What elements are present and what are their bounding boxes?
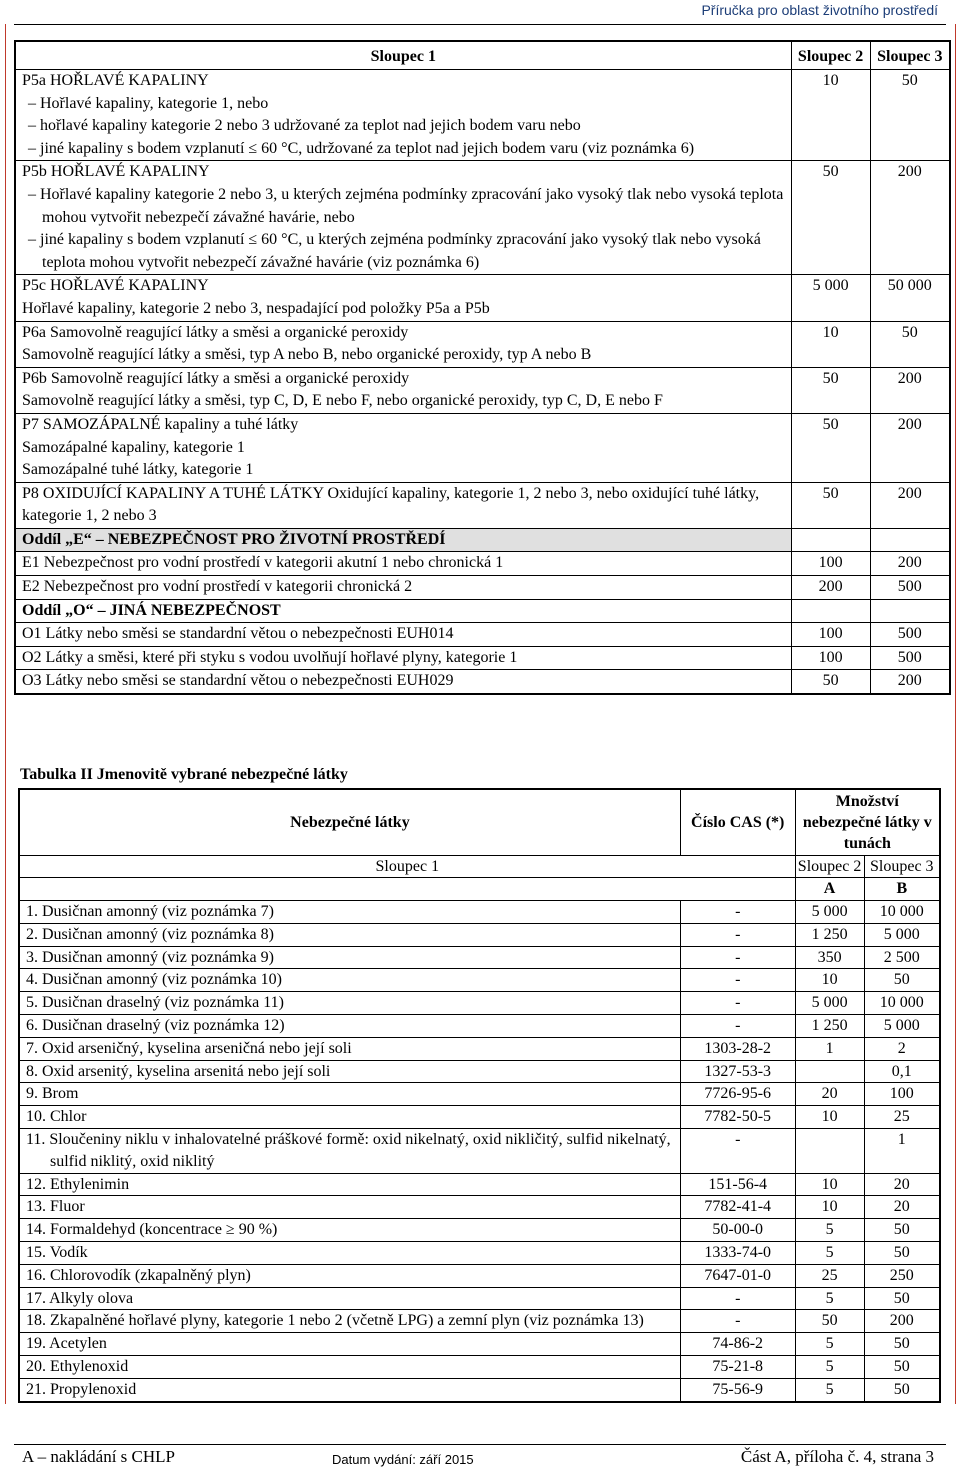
substance-qty-a: 5 bbox=[795, 1242, 864, 1265]
substance-cas: 7782-41-4 bbox=[680, 1196, 795, 1219]
substance-cas: 1327-53-3 bbox=[680, 1060, 795, 1083]
table1-row-col2: 50 bbox=[791, 413, 870, 482]
substance-qty-a: 5 bbox=[795, 1356, 864, 1379]
substance-line bbox=[24, 992, 676, 1014]
substance-name-cell bbox=[19, 1129, 680, 1174]
substance-row bbox=[19, 1037, 940, 1060]
substance-qty-a: 50 bbox=[795, 1310, 864, 1333]
substance-number: 19. bbox=[26, 1335, 46, 1353]
substance-qty-b: 5 000 bbox=[864, 923, 940, 946]
table1-row-col3: 200 bbox=[870, 413, 950, 482]
substance-qty-a: 10 bbox=[795, 1106, 864, 1129]
substance-qty-b: 2 bbox=[864, 1037, 940, 1060]
substance-qty-a: 1 250 bbox=[795, 1015, 864, 1038]
table1-row-col3: 50 bbox=[870, 70, 950, 161]
section-e-row-col3: 200 bbox=[870, 552, 950, 576]
substance-cas: 151-56-4 bbox=[680, 1173, 795, 1196]
substance-name-cell bbox=[19, 992, 680, 1015]
table1-row-col2: 10 bbox=[791, 321, 870, 367]
table1-row-label bbox=[15, 482, 791, 528]
substance-line bbox=[24, 1038, 676, 1060]
substance-name-cell bbox=[19, 1037, 680, 1060]
section-o-row bbox=[15, 623, 950, 647]
section-o-row-col2: 100 bbox=[791, 623, 870, 647]
table1-row-col3: 200 bbox=[870, 482, 950, 528]
table1-row bbox=[15, 321, 950, 367]
substance-row bbox=[19, 1333, 940, 1356]
substance-qty-b: 2 500 bbox=[864, 946, 940, 969]
table1-header-row bbox=[15, 41, 950, 70]
substance-number: 6. bbox=[26, 1017, 38, 1035]
substance-row bbox=[19, 1106, 940, 1129]
table1-header-col1: Sloupec 1 bbox=[15, 41, 791, 70]
table2-column-row bbox=[19, 855, 940, 878]
substance-row bbox=[19, 1356, 940, 1379]
substance-name: Dusičnan amonný (viz poznámka 8) bbox=[42, 925, 274, 943]
footer-left: A – nakládání s CHLP bbox=[22, 1447, 175, 1466]
substance-line bbox=[24, 1356, 676, 1378]
section-e-row bbox=[15, 552, 950, 576]
table1-row-col3: 200 bbox=[870, 161, 950, 275]
substance-name: Oxid arseničný, kyselina arseničná nebo její soli bbox=[42, 1039, 352, 1057]
substance-cas: - bbox=[680, 969, 795, 992]
table1-row bbox=[15, 413, 950, 482]
substance-cas: 7647-01-0 bbox=[680, 1264, 795, 1287]
substance-row bbox=[19, 1173, 940, 1196]
table1-row-title: P5c HOŘLAVÉ KAPALINY bbox=[22, 277, 209, 295]
substance-line bbox=[24, 1083, 676, 1105]
table1-row-col3: 200 bbox=[870, 367, 950, 413]
table1-row-title: P7 SAMOZÁPALNÉ kapaliny a tuhé látky bbox=[22, 415, 299, 433]
table1-row-item: – hořlavé kapaliny kategorie 2 nebo 3 udržované za teplot nad jejich bodem varu nebo bbox=[22, 115, 785, 138]
substance-qty-a bbox=[795, 1060, 864, 1083]
substance-qty-a: 5 bbox=[795, 1333, 864, 1356]
substance-cas: 7782-50-5 bbox=[680, 1106, 795, 1129]
table2-caption: Tabulka II Jmenovitě vybrané nebezpečné látky bbox=[20, 766, 348, 783]
substance-name-cell bbox=[19, 1333, 680, 1356]
substance-cas: 1303-28-2 bbox=[680, 1037, 795, 1060]
substance-name-cell bbox=[19, 969, 680, 992]
footer-page: Část A, příloha č. 4, strana 3 bbox=[740, 1447, 934, 1466]
substance-cas: 75-56-9 bbox=[680, 1378, 795, 1401]
table1-row-item: – jiné kapaliny s bodem vzplanutí ≤ 60 °C, u kterých zejména podmínky zpracování jako vysoký tlak nebo vysoká teplota mohou vytvořit nebezpečí závažné havárie (viz poznámka 6) bbox=[22, 229, 785, 274]
footer-rule bbox=[14, 1444, 946, 1445]
table1-row-line: Samozápalné kapaliny, kategorie 1 bbox=[22, 438, 245, 456]
table1-row-col2: 50 bbox=[791, 161, 870, 275]
substance-name: Vodík bbox=[49, 1244, 88, 1262]
substance-name: Chlorovodík (zkapalněný plyn) bbox=[50, 1266, 251, 1284]
substance-qty-b: 20 bbox=[864, 1196, 940, 1219]
section-o-row-col2: 50 bbox=[791, 670, 870, 694]
substance-qty-b: 10 000 bbox=[864, 901, 940, 924]
substance-name: Dusičnan amonný (viz poznámka 10) bbox=[42, 971, 282, 989]
substance-name: Formaldehyd (koncentrace ≥ 90 %) bbox=[50, 1221, 278, 1239]
substance-number: 15. bbox=[26, 1244, 46, 1262]
substance-name-cell bbox=[19, 1242, 680, 1265]
section-o-row-col3: 500 bbox=[870, 623, 950, 647]
substance-number: 8. bbox=[26, 1062, 38, 1080]
substance-number: 16. bbox=[26, 1266, 46, 1284]
substance-name-cell bbox=[19, 1264, 680, 1287]
substance-name-cell bbox=[19, 1378, 680, 1401]
section-o-row-col2: 100 bbox=[791, 646, 870, 670]
substance-cas: 75-21-8 bbox=[680, 1356, 795, 1379]
substance-number: 20. bbox=[26, 1358, 46, 1376]
substance-qty-a: 10 bbox=[795, 969, 864, 992]
substance-number: 1. bbox=[26, 903, 38, 921]
table1-row bbox=[15, 70, 950, 161]
table2-a-label: A bbox=[795, 878, 864, 901]
substance-qty-b: 250 bbox=[864, 1264, 940, 1287]
table2-ab-row bbox=[19, 878, 940, 901]
substance-row bbox=[19, 946, 940, 969]
substance-qty-a: 1 bbox=[795, 1037, 864, 1060]
table1-row-col2: 50 bbox=[791, 482, 870, 528]
substance-cas: - bbox=[680, 1129, 795, 1174]
table1-row-item: – Hořlavé kapaliny, kategorie 1, nebo bbox=[22, 93, 785, 116]
substance-row bbox=[19, 1219, 940, 1242]
substance-qty-b: 25 bbox=[864, 1106, 940, 1129]
section-o-heading-label: Oddíl „O“ – JINÁ NEBEZPEČNOST bbox=[15, 599, 791, 623]
table1-row bbox=[15, 367, 950, 413]
substance-name: Propylenoxid bbox=[50, 1380, 137, 1398]
substance-name: Dusičnan draselný (viz poznámka 12) bbox=[42, 1017, 285, 1035]
header-rule bbox=[14, 24, 946, 25]
table1-row-title: P5a HOŘLAVÉ KAPALINY bbox=[22, 72, 209, 89]
table1-row-label bbox=[15, 321, 791, 367]
table2-header-row bbox=[19, 789, 940, 855]
substance-name: Zkapalněné hořlavé plyny, kategorie 1 nebo 2 (včetně LPG) a zemní plyn (viz poznámka 13) bbox=[50, 1312, 644, 1330]
table2-header-cas: Číslo CAS (*) bbox=[680, 789, 795, 855]
table1-row-label bbox=[15, 367, 791, 413]
substance-line bbox=[24, 924, 676, 946]
substance-qty-b: 1 bbox=[864, 1129, 940, 1174]
substance-qty-b: 50 bbox=[864, 1356, 940, 1379]
substance-number: 5. bbox=[26, 994, 38, 1012]
table2-col2-label: Sloupec 2 bbox=[795, 855, 864, 878]
table1-row-col2: 5 000 bbox=[791, 275, 870, 321]
substance-qty-b: 50 bbox=[864, 1287, 940, 1310]
substance-number: 13. bbox=[26, 1198, 46, 1216]
substance-line bbox=[24, 1106, 676, 1128]
left-margin-rule bbox=[5, 24, 6, 1404]
substance-row bbox=[19, 1287, 940, 1310]
substance-name: Alkyly olova bbox=[49, 1289, 134, 1307]
substance-name-cell bbox=[19, 1310, 680, 1333]
substance-name-cell bbox=[19, 901, 680, 924]
table2-ab-empty bbox=[19, 878, 795, 901]
substance-qty-b: 50 bbox=[864, 969, 940, 992]
substance-name-cell bbox=[19, 1060, 680, 1083]
substance-row bbox=[19, 1060, 940, 1083]
substance-row bbox=[19, 1129, 940, 1174]
substance-name-cell bbox=[19, 1356, 680, 1379]
table2-header-quantity: Množství nebezpečné látky v tunách bbox=[795, 789, 940, 855]
table1-header-col2: Sloupec 2 bbox=[791, 41, 870, 70]
substance-number: 4. bbox=[26, 971, 38, 989]
section-o-row-label: O1 Látky nebo směsi se standardní větou o nebezpečnosti EUH014 bbox=[15, 623, 791, 647]
substance-row bbox=[19, 1196, 940, 1219]
substance-cas: - bbox=[680, 923, 795, 946]
section-o-row bbox=[15, 646, 950, 670]
substance-name: Fluor bbox=[50, 1198, 85, 1216]
substance-qty-a bbox=[795, 1129, 864, 1174]
substance-cas: 1333-74-0 bbox=[680, 1242, 795, 1265]
substance-name-cell bbox=[19, 1196, 680, 1219]
substance-number: 7. bbox=[26, 1039, 38, 1057]
table2-col1-label: Sloupec 1 bbox=[19, 855, 795, 878]
substance-cas: - bbox=[680, 1287, 795, 1310]
substance-cas: - bbox=[680, 901, 795, 924]
substance-row bbox=[19, 923, 940, 946]
substance-name: Ethylenoxid bbox=[50, 1358, 129, 1376]
section-o-row-label: O3 Látky nebo směsi se standardní větou o nebezpečnosti EUH029 bbox=[22, 672, 454, 690]
substance-qty-a: 20 bbox=[795, 1083, 864, 1106]
substance-name-cell bbox=[19, 1083, 680, 1106]
section-o-heading-col2 bbox=[791, 599, 870, 623]
table2-col3-label: Sloupec 3 bbox=[864, 855, 940, 878]
substance-qty-b: 10 000 bbox=[864, 992, 940, 1015]
substance-qty-a: 5 bbox=[795, 1287, 864, 1310]
section-o-heading-col3 bbox=[870, 599, 950, 623]
substance-line bbox=[24, 1379, 676, 1401]
substance-line bbox=[24, 1242, 676, 1264]
substance-name-cell bbox=[19, 1106, 680, 1129]
substance-name: Ethylenimin bbox=[50, 1175, 130, 1193]
substance-row bbox=[19, 1310, 940, 1333]
substance-row bbox=[19, 1083, 940, 1106]
substance-qty-a: 5 000 bbox=[795, 992, 864, 1015]
table1-row-col2: 50 bbox=[791, 367, 870, 413]
substance-line bbox=[24, 1061, 676, 1083]
table1-row bbox=[15, 161, 950, 275]
substance-line bbox=[24, 1015, 676, 1037]
substance-number: 2. bbox=[26, 925, 38, 943]
substance-number: 11. bbox=[26, 1131, 46, 1149]
substance-row bbox=[19, 992, 940, 1015]
substance-qty-b: 200 bbox=[864, 1310, 940, 1333]
table1-row bbox=[15, 482, 950, 528]
substance-cas: 50-00-0 bbox=[680, 1219, 795, 1242]
substance-line bbox=[24, 1288, 676, 1310]
substance-number: 3. bbox=[26, 948, 38, 966]
table1-row-title: P8 OXIDUJÍCÍ KAPALINY A TUHÉ LÁTKY Oxidující kapaliny, kategorie 1, 2 nebo 3, nebo oxidující tuhé látky, kategorie 1, 2 nebo 3 bbox=[22, 484, 760, 525]
table1-row-line: Samovolně reagující látky a směsi, typ A nebo B, nebo organické peroxidy, typ A nebo B bbox=[22, 346, 592, 364]
substance-name: Brom bbox=[42, 1085, 79, 1103]
substance-name: Chlor bbox=[50, 1108, 87, 1126]
section-e-row-col2: 200 bbox=[791, 576, 870, 600]
hazard-category-table bbox=[14, 40, 951, 695]
table1-row-col2: 10 bbox=[791, 70, 870, 161]
substance-qty-a: 350 bbox=[795, 946, 864, 969]
table1-row-item: – Hořlavé kapaliny kategorie 2 nebo 3, u kterých zejména podmínky zpracování jako vysoký tlak nebo vysoká teplota mohou vytvořit nebezpečí závažné havárie, nebo bbox=[22, 184, 785, 229]
substance-number: 18. bbox=[26, 1312, 46, 1330]
substance-line bbox=[24, 969, 676, 991]
substance-name-cell bbox=[19, 946, 680, 969]
substance-name: Dusičnan draselný (viz poznámka 11) bbox=[42, 994, 284, 1012]
substance-line bbox=[24, 1265, 676, 1287]
substance-cas: 74-86-2 bbox=[680, 1333, 795, 1356]
section-o-row-col3: 500 bbox=[870, 646, 950, 670]
substance-line bbox=[24, 1310, 676, 1332]
table1-row-title: P6a Samovolně reagující látky a směsi a organické peroxidy bbox=[22, 323, 409, 341]
substance-cas: 7726-95-6 bbox=[680, 1083, 795, 1106]
table1-row-col3: 50 bbox=[870, 321, 950, 367]
substance-line bbox=[24, 1333, 676, 1355]
substance-qty-b: 50 bbox=[864, 1378, 940, 1401]
substance-row bbox=[19, 969, 940, 992]
substance-line bbox=[24, 901, 676, 923]
section-o-heading bbox=[15, 599, 950, 623]
table1-row-title: P6b Samovolně reagující látky a směsi a organické peroxidy bbox=[22, 369, 410, 387]
footer-date: Datum vydání: září 2015 bbox=[332, 1452, 474, 1467]
section-e-row-label: E2 Nebezpečnost pro vodní prostředí v kategorii chronická 2 bbox=[15, 576, 791, 600]
substance-cas: - bbox=[680, 946, 795, 969]
table1-row-line: Samozápalné tuhé látky, kategorie 1 bbox=[22, 461, 254, 479]
substance-cas: - bbox=[680, 1310, 795, 1333]
substance-qty-b: 20 bbox=[864, 1173, 940, 1196]
substance-name: Dusičnan amonný (viz poznámka 7) bbox=[42, 903, 274, 921]
table1-row-line: Hořlavé kapaliny, kategorie 2 nebo 3, nespadající pod položky P5a a P5b bbox=[22, 299, 490, 317]
substance-line bbox=[24, 1174, 676, 1196]
table1-row-col3: 50 000 bbox=[870, 275, 950, 321]
table1-row-label bbox=[15, 413, 791, 482]
substance-qty-b: 0,1 bbox=[864, 1060, 940, 1083]
substance-qty-b: 5 000 bbox=[864, 1015, 940, 1038]
named-substances-table bbox=[18, 788, 941, 1403]
substance-name-cell bbox=[19, 1015, 680, 1038]
substance-number: 21. bbox=[26, 1380, 46, 1398]
substance-qty-a: 25 bbox=[795, 1264, 864, 1287]
substance-row bbox=[19, 901, 940, 924]
section-e-row-label: E1 Nebezpečnost pro vodní prostředí v kategorii akutní 1 nebo chronická 1 bbox=[15, 552, 791, 576]
substance-name: Dusičnan amonný (viz poznámka 9) bbox=[42, 948, 274, 966]
substance-number: 14. bbox=[26, 1221, 46, 1239]
substance-qty-b: 50 bbox=[864, 1219, 940, 1242]
substance-row bbox=[19, 1264, 940, 1287]
substance-line bbox=[24, 1129, 676, 1173]
substance-line bbox=[24, 947, 676, 969]
table1-row-label bbox=[15, 70, 791, 161]
table1-row bbox=[15, 275, 950, 321]
right-margin-rule bbox=[955, 24, 956, 1404]
substance-line bbox=[24, 1196, 676, 1218]
section-e-row-col2: 100 bbox=[791, 552, 870, 576]
substance-qty-a: 10 bbox=[795, 1173, 864, 1196]
section-e-heading-col2 bbox=[791, 528, 870, 552]
table2-b-label: B bbox=[864, 878, 940, 901]
substance-name-cell bbox=[19, 923, 680, 946]
table1-header-col3: Sloupec 3 bbox=[870, 41, 950, 70]
substance-name: Oxid arsenitý, kyselina arsenitá nebo její soli bbox=[42, 1062, 331, 1080]
substance-name-cell bbox=[19, 1219, 680, 1242]
substance-qty-a: 5 000 bbox=[795, 901, 864, 924]
substance-cas: - bbox=[680, 992, 795, 1015]
substance-qty-a: 10 bbox=[795, 1196, 864, 1219]
substance-name: Acetylen bbox=[49, 1335, 107, 1353]
substance-qty-b: 50 bbox=[864, 1333, 940, 1356]
table1-row-line: Samovolně reagující látky a směsi, typ C, D, E nebo F, nebo organické peroxidy, typ C, D, E nebo F bbox=[22, 392, 663, 410]
section-o-row-col3: 200 bbox=[870, 670, 950, 694]
table1-row-item: – jiné kapaliny s bodem vzplanutí ≤ 60 °C, udržované za teplot nad jejich bodem varu (viz poznámka 6) bbox=[22, 138, 785, 161]
table1-row-title: P5b HOŘLAVÉ KAPALINY bbox=[22, 163, 210, 181]
section-e-heading-label: Oddíl „E“ – NEBEZPEČNOST PRO ŽIVOTNÍ PROSTŘEDÍ bbox=[15, 528, 791, 552]
substance-number: 9. bbox=[26, 1085, 38, 1103]
section-e-heading-col3 bbox=[870, 528, 950, 552]
section-e-heading bbox=[15, 528, 950, 552]
substance-number: 10. bbox=[26, 1108, 46, 1126]
section-o-row-label: O2 Látky a směsi, které při styku s vodou uvolňují hořlavé plyny, kategorie 1 bbox=[15, 646, 791, 670]
substance-name: Sloučeniny niklu v inhalovatelné práškové formě: oxid nikelnatý, oxid nikličitý, sulfid nikelnatý, sulfid niklitý, oxid niklitý bbox=[49, 1131, 671, 1170]
substance-number: 12. bbox=[26, 1175, 46, 1193]
substance-row bbox=[19, 1378, 940, 1401]
table2-header-substance: Nebezpečné látky bbox=[19, 789, 680, 855]
substance-number: 17. bbox=[26, 1289, 46, 1307]
substance-name-cell bbox=[19, 1287, 680, 1310]
header-title: Příručka pro oblast životního prostředí bbox=[701, 2, 938, 18]
section-o-row bbox=[15, 670, 950, 694]
section-e-row-col3: 500 bbox=[870, 576, 950, 600]
substance-line bbox=[24, 1219, 676, 1241]
substance-qty-b: 100 bbox=[864, 1083, 940, 1106]
substance-row bbox=[19, 1242, 940, 1265]
table1-row-label bbox=[15, 161, 791, 275]
substance-name-cell bbox=[19, 1173, 680, 1196]
substance-qty-a: 5 bbox=[795, 1219, 864, 1242]
substance-qty-a: 5 bbox=[795, 1378, 864, 1401]
substance-cas: - bbox=[680, 1015, 795, 1038]
section-e-row bbox=[15, 576, 950, 600]
substance-row bbox=[19, 1015, 940, 1038]
table1-row-label bbox=[15, 275, 791, 321]
substance-qty-a: 1 250 bbox=[795, 923, 864, 946]
substance-qty-b: 50 bbox=[864, 1242, 940, 1265]
